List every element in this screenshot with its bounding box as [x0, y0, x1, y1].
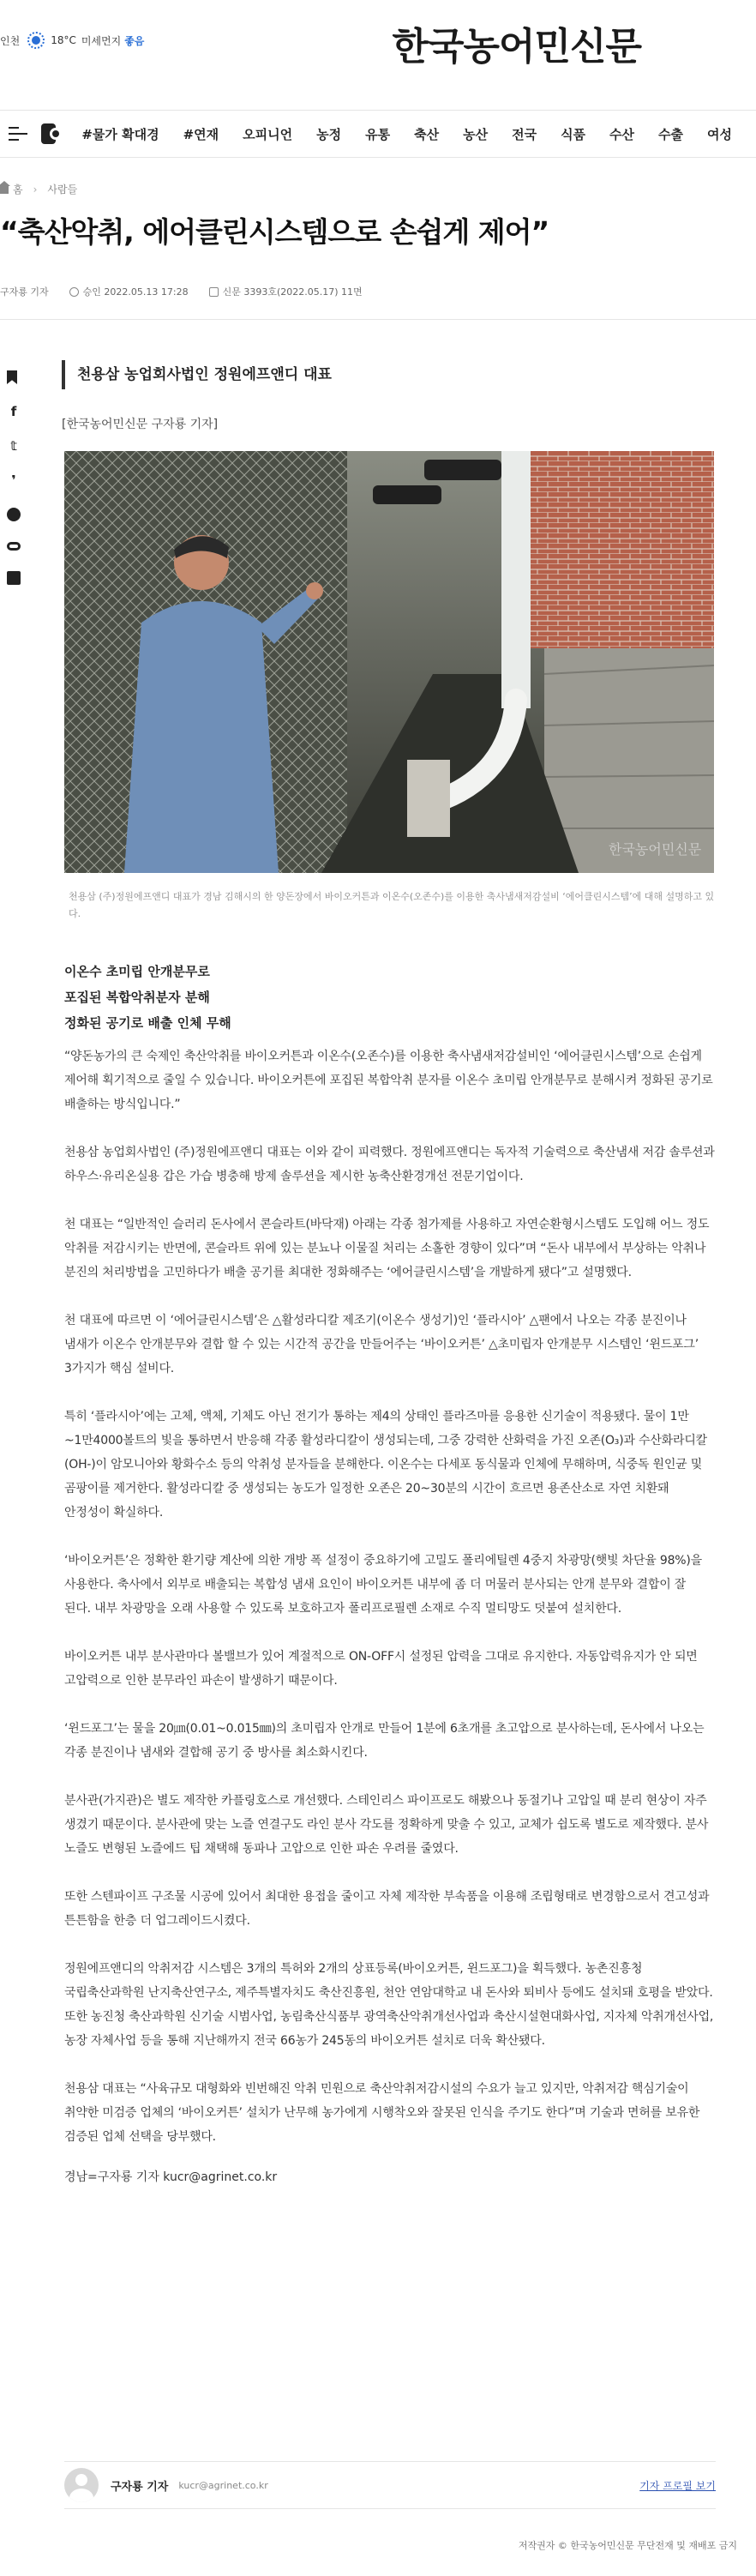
- share-sidebar: [7, 370, 24, 605]
- home-icon[interactable]: [0, 186, 9, 194]
- body-paragraph: ‘바이오커튼’은 정확한 환기량 계산에 의한 개방 폭 설정이 중요하기에 고밀도 폴리에틸렌 4중지 차광망(햇빛 차단율 98%)을 사용한다. 축사에서 외부로 배출되는 복합성 냄새 요인이 바이오커튼 내부에 좀 더 머물러 분사되는 안개 분무와 결합이 잘 된다. 내부 차광망을 오래 사용할 수 있도록 보호하고자 폴리프로필렌 소재로 수직 멀티망도 덧붙여 설치한다.: [64, 1554, 702, 1616]
- dust-label: 미세먼지: [81, 34, 122, 47]
- body-paragraph: 천용삼 농업회사법인 (주)정원에프앤디 대표는 이와 같이 피력했다. 정원에프앤디는 독자적 기술력으로 축산냄새 저감 솔루션과 하우스·유리온실용 갑은 가습 병충해 방제 솔루션을 제시한 농축산환경개선 전문기업이다.: [64, 1146, 715, 1183]
- photo-watermark: 한국농어민신문: [609, 841, 702, 858]
- top-bar: [0, 0, 756, 81]
- reporter-name[interactable]: 구자룡 기자: [0, 286, 49, 298]
- hamburger-menu-icon[interactable]: [9, 127, 19, 141]
- nav-item[interactable]: #물가 확대경: [81, 126, 159, 142]
- body-paragraph: 천 대표에 따르면 이 ‘에어클린시스템’은 △활성라디칼 제조기(이온수 생성기)인 ‘플라시아’ △팬에서 나오는 각종 분진이나 냄새가 이온수 안개분무와 결합 할 수 있는 시간적 공간을 만들어주는 ‘바이오커튼’ △초미립자 안개분무 시스템인 ‘윈드포그’ 3가지가 핵심 설비다.: [64, 1314, 699, 1375]
- byline: [한국농어민신문 구자룡 기자]: [62, 418, 219, 431]
- photo-illustration: [64, 451, 714, 873]
- article-body: [64, 1044, 716, 2185]
- twitter-icon[interactable]: 𝕥: [10, 438, 17, 454]
- photo-caption: 천용삼 (주)정원에프앤디 대표가 경남 김해시의 한 양돈장에서 바이오커튼과 이온수(오존수)를 이용한 축사냄새저감설비 ‘에어클린시스템’에 대해 설명하고 있다.: [69, 891, 715, 919]
- breadcrumb-section[interactable]: 사람들: [47, 184, 78, 196]
- body-paragraph: ‘윈드포그’는 물을 20㎛(0.01~0.015㎜)의 초미립자 안개로 만들어 1분에 6초개를 초고압으로 분사하는데, 돈사에서 나오는 각종 분진이나 냄새와 결합해 공기 중 방사를 최소화시킨다.: [64, 1722, 705, 1760]
- naver-blog-icon[interactable]: ❜: [11, 472, 16, 488]
- reporter-contact: 경남=구자룡 기자 kucr@agrinet.co.kr: [64, 2170, 278, 2184]
- body-paragraph: 또한 스텐파이프 구조물 시공에 있어서 최대한 용접을 줄이고 자체 제작한 부속품을 이용해 조립형태로 변경함으로서 견고성과 튼튼함을 한층 더 업그레이드시켰다.: [64, 1890, 710, 1928]
- weather-temperature: 18°C: [51, 34, 76, 46]
- breadcrumb-home[interactable]: 홈: [13, 184, 23, 196]
- nav-item[interactable]: 전국: [512, 126, 537, 142]
- nav-item[interactable]: 유통: [365, 126, 391, 142]
- body-paragraph: 천 대표는 “일반적인 슬러리 돈사에서 콘슬라트(바닥재) 아래는 각종 첨가제를 사용하고 자연순환형시스템도 도입해 어느 정도 악취를 저감시키는 반면에, 콘슬라트 위에 있는 분뇨나 이물질 처리는 소홀한 경향이 있다”며 “돈사 내부에서 부상하는 악취나 분진의 처리방법을 고민하다가 배출 공기를 최대한 정화해주는 ‘에어클린시스템’을 개발하게 됐다”고 설명했다.: [64, 1218, 710, 1279]
- body-paragraph: 정원에프앤디의 악취저감 시스템은 3개의 특허와 2개의 상표등록(바이오커튼, 윈드포그)을 획득했다. 농촌진흥청 국립축산과학원 난지축산연구소, 제주특별자치도 축산진흥원, 천안 연암대학교 내 돈사와 퇴비사 등에도 설치돼 호평을 받았다. 또한 농진청 축산과학원 신기술 시범사업, 농림축산식품부 광역축산악취개선사업과 축산시설현대화사업, 지자체 악취개선사업, 농장 자체사업 등을 통해 지난해까지 전국 66농가 245동의 바이오커튼 설치로 더욱 확산됐다.: [64, 1962, 714, 2048]
- nav-item[interactable]: 농산: [463, 126, 489, 142]
- nav-item[interactable]: 여성: [707, 126, 732, 142]
- clock-icon: [69, 287, 79, 297]
- author-profile-link[interactable]: 기자 프로필 보기: [639, 2479, 716, 2492]
- newspaper-icon: [209, 287, 219, 297]
- article-summary: [64, 959, 231, 1036]
- weather-city: 인천: [0, 34, 21, 47]
- nav-item[interactable]: 수산: [609, 126, 635, 142]
- summary-line: 이온수 초미립 안개분무로: [64, 964, 210, 979]
- camera-icon[interactable]: [41, 123, 57, 144]
- approved-time: 승인 2022.05.13 17:28: [82, 286, 189, 298]
- copyright-notice: 저작권자 © 한국농어민신문 무단전재 및 재배포 금지: [518, 2540, 737, 2551]
- body-paragraph: 바이오커튼 내부 분사관마다 볼밸브가 있어 계절적으로 ON-OFF시 설정된 압력을 그대로 유지한다. 자동압력유지가 안 되면 고압력으로 인한 분무라인 파손이 발생하기 때문이다.: [64, 1650, 698, 1688]
- kakaotalk-icon[interactable]: [7, 508, 21, 521]
- author-name[interactable]: 구자룡 기자: [111, 2480, 169, 2494]
- facebook-icon[interactable]: f: [10, 404, 17, 419]
- issue-info: 신문 3393호(2022.05.17) 11면: [222, 286, 363, 298]
- sun-icon: [27, 31, 45, 50]
- nav-item[interactable]: 수출: [658, 126, 684, 142]
- site-logo[interactable]: 한국농어민신문: [392, 25, 641, 69]
- summary-line: 포집된 복합악취분자 분해: [64, 990, 210, 1005]
- body-paragraph: 분사관(가지관)은 별도 제작한 카플링호스로 개선했다. 스테인리스 파이프로도 해봤으나 동절기나 고압일 때 분리 현상이 자주 생겼기 때문이다. 분사관에 맞는 노즐 연결구도 라인 분사 각도를 정확하게 맞출 수 있고, 교체가 쉽도록 별도로 제작했다. 분사 노즐도 변형된 노즐에드 팁 채택해 동파나 고압으로 인한 파손 우려를 줄였다.: [64, 1794, 709, 1856]
- author-box: [64, 2461, 716, 2509]
- breadcrumb: [0, 182, 77, 196]
- email-icon[interactable]: [7, 571, 21, 585]
- article-subhead: 천용삼 농업회사법인 정원에프앤디 대표: [62, 360, 332, 389]
- body-paragraph: 특히 ‘플라시아’에는 고체, 액체, 기체도 아닌 전기가 통하는 제4의 상태인 플라즈마를 응용한 신기술이 적용됐다. 물이 1만~1만4000볼트의 빛을 통하면서 반응해 각종 활성라디칼이 생성되는데, 그중 강력한 산화력을 가진 오존(O₃)과 수산화라디칼(OH-)이 암모니아와 황화수소 등의 악취성 분자들을 분해한다. 이온수는 다세포 동식물과 인체에 무해하며, 식중독 원인균 및 곰팡이를 제거한다. 활성라디칼 중 생성되는 농도가 일정한 오존은 20~30분의 시간이 흐르면 용존산소로 자연 치환돼 안정성이 확실하다.: [64, 1410, 707, 1520]
- main-nav: [0, 110, 756, 158]
- summary-line: 정화된 공기로 배출 인체 무해: [64, 1015, 231, 1031]
- breadcrumb-separator: ›: [33, 183, 38, 196]
- body-paragraph: “양돈농가의 큰 숙제인 축산악취를 바이오커튼과 이온수(오존수)를 이용한 축사냄새저감설비인 ‘에어클린시스템’으로 손쉽게 제어해 획기적으로 줄일 수 있습니다. 바이오커튼에 포집된 복합악취 분자를 이온수 초미립 안개분무로 분해시켜 정화된 공기로 배출하는 방식입니다.”: [64, 1050, 713, 1111]
- article-title: “축산악취, 에어클린시스템으로 손쉽게 제어”: [0, 215, 549, 249]
- article-meta: [0, 285, 363, 298]
- dust-status: 좋음: [124, 34, 145, 47]
- article-photo[interactable]: [64, 451, 714, 873]
- nav-item[interactable]: 축산: [414, 126, 440, 142]
- body-paragraph: 천용삼 대표는 “사육규모 대형화와 빈번해진 악취 민원으로 축산악취저감시설의 수요가 늘고 있지만, 악취저감 핵심기술이 취약한 미검증 업체의 ‘바이오커튼’ 설치가 난무해 농가에게 시행착오와 잘못된 인식을 주기도 한다”며 기술과 면허를 보유한 검증된 업체 선택을 당부했다.: [64, 2082, 700, 2144]
- nav-item[interactable]: 농정: [316, 126, 342, 142]
- link-copy-icon[interactable]: [7, 542, 21, 551]
- weather-widget: [0, 31, 144, 50]
- bookmark-icon[interactable]: [7, 370, 17, 384]
- author-email[interactable]: kucr@agrinet.co.kr: [178, 2479, 268, 2491]
- nav-menu: [81, 125, 756, 143]
- nav-item[interactable]: 식품: [561, 126, 586, 142]
- nav-item[interactable]: #연재: [183, 126, 219, 142]
- divider: [0, 319, 756, 320]
- avatar: [64, 2468, 99, 2502]
- nav-item[interactable]: 오피니언: [243, 126, 293, 142]
